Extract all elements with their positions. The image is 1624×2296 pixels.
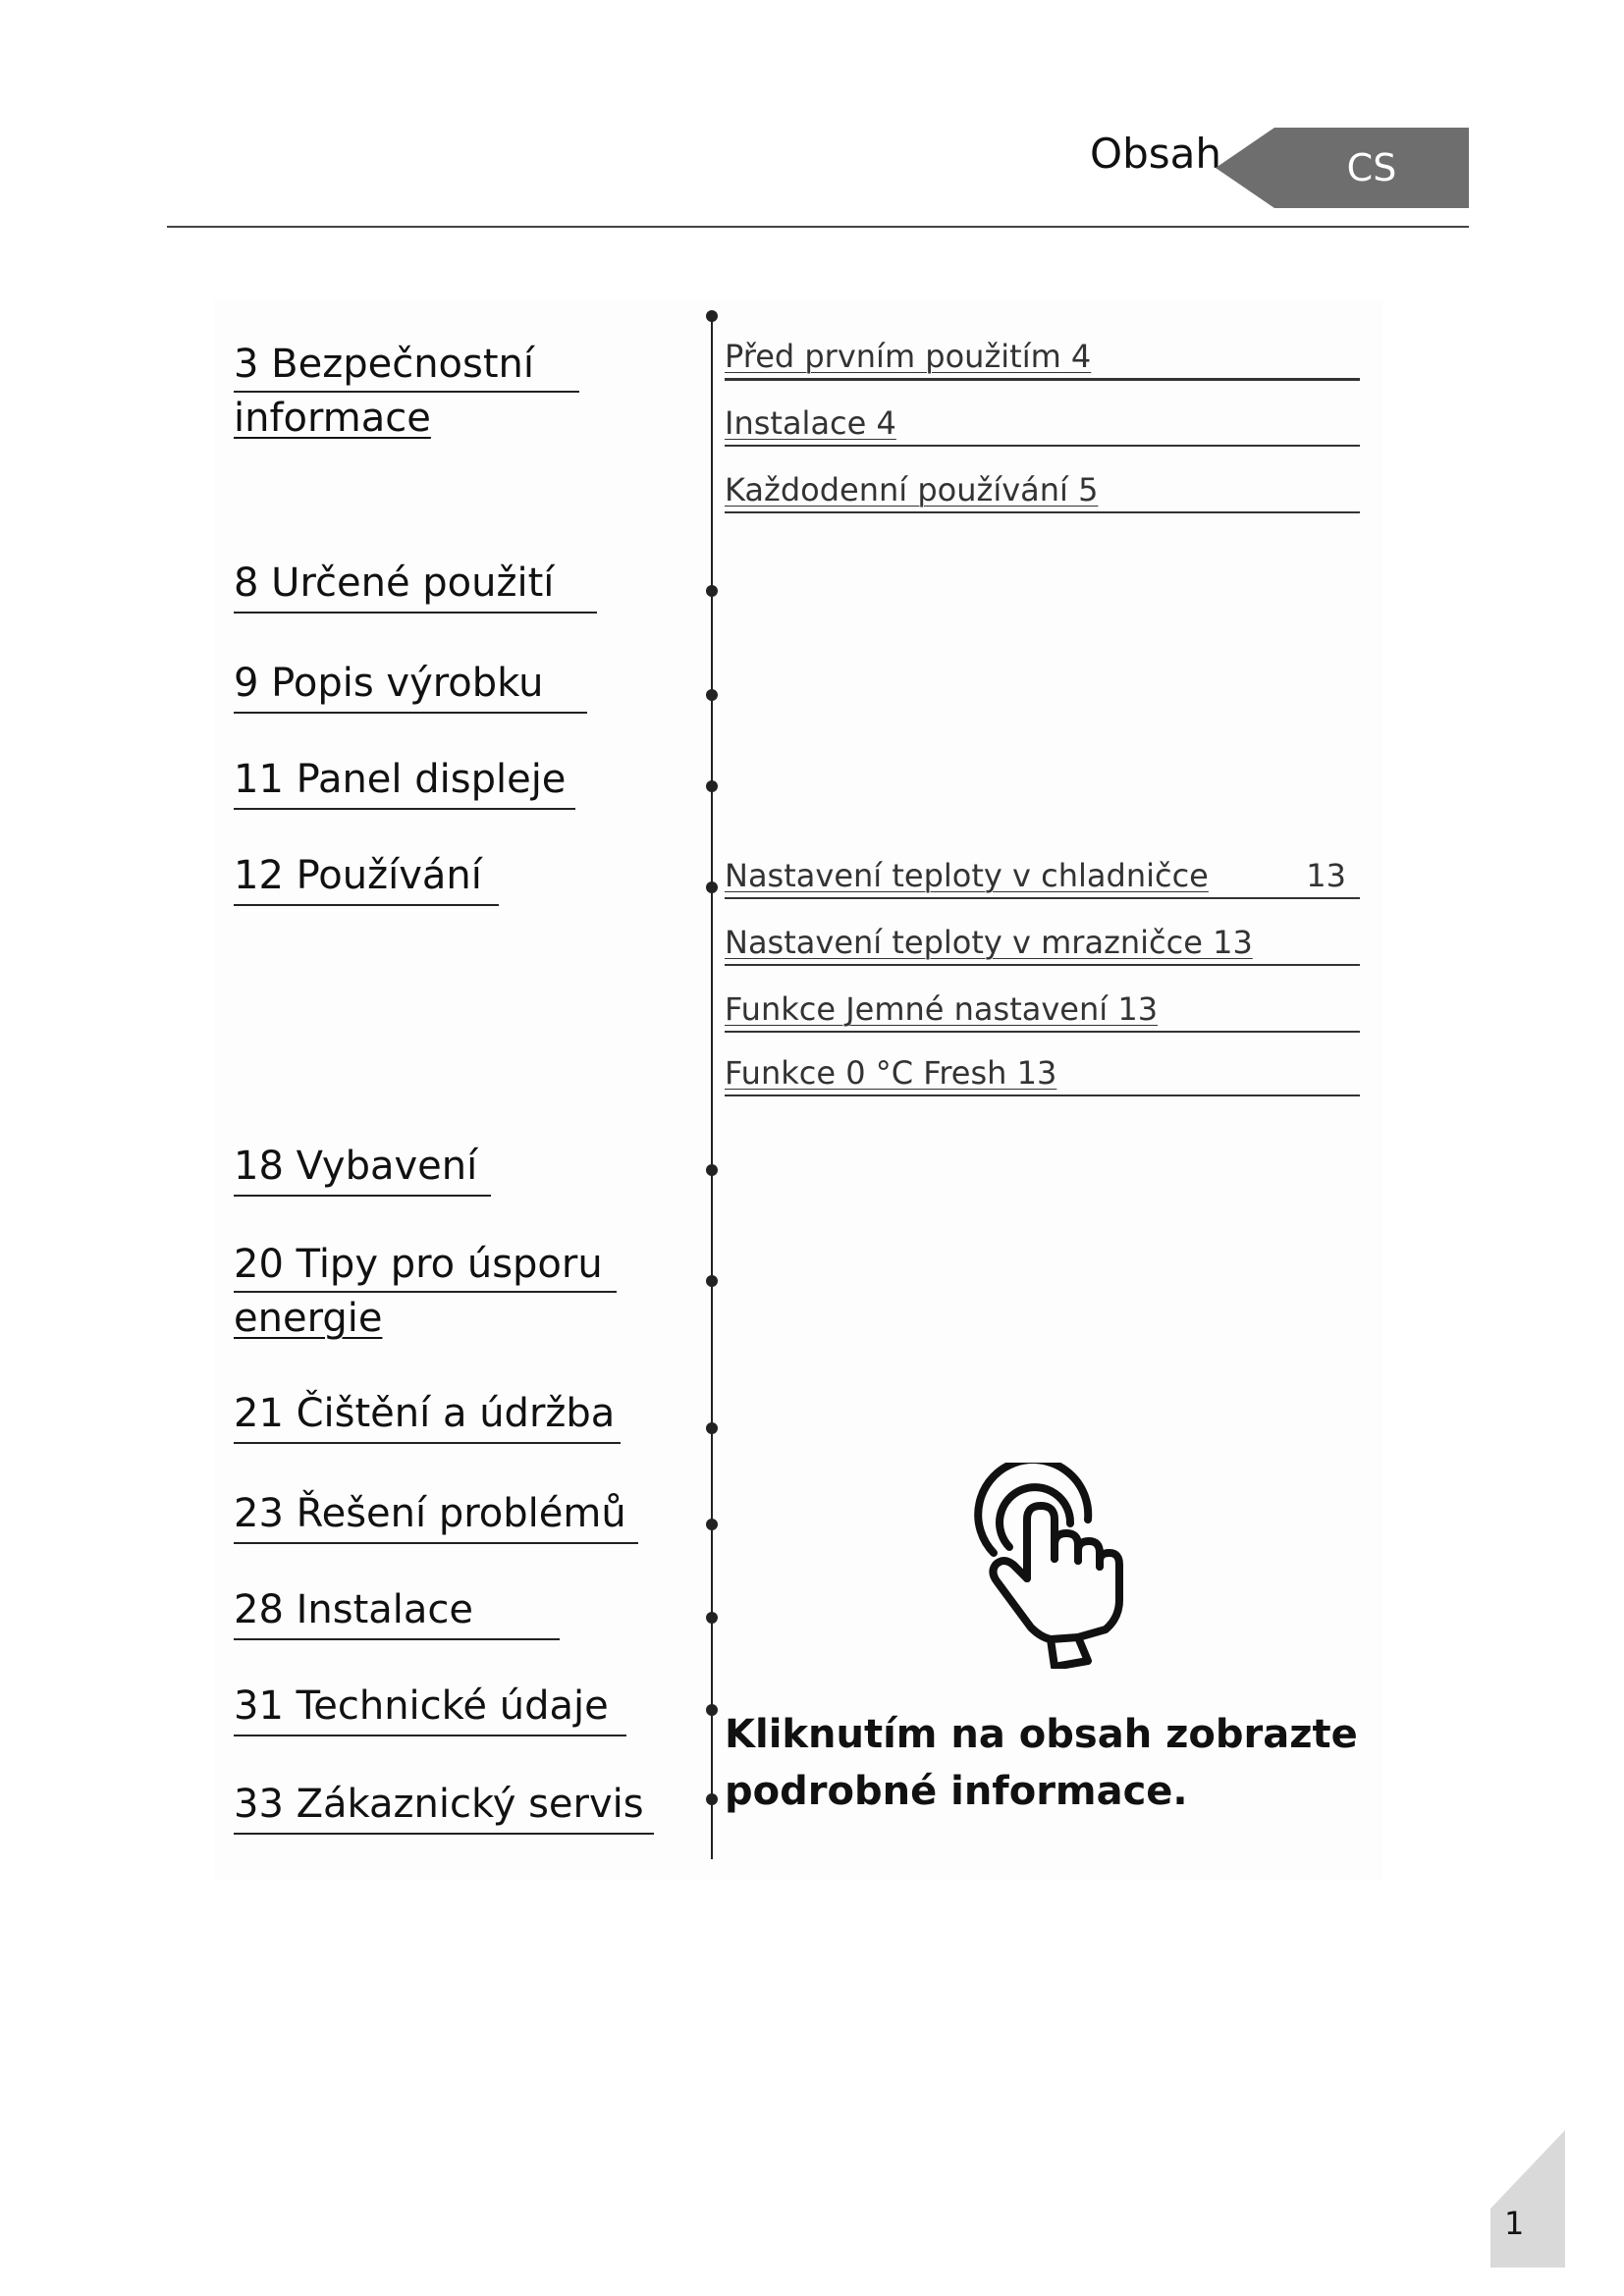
toc-hint: [725, 1706, 1358, 1820]
toc-subitem-page: 13: [1306, 857, 1346, 894]
timeline-dot: [706, 1519, 718, 1530]
language-label: CS: [1346, 146, 1397, 189]
toc-chapter-safety[interactable]: [234, 339, 579, 447]
toc-chapter-energy-tips[interactable]: [234, 1239, 617, 1347]
toc-subitem-label: Instalace 4: [725, 404, 896, 442]
toc-subitem-label: Před prvním použitím 4: [725, 338, 1092, 375]
page-number: 1: [1504, 2205, 1525, 2242]
timeline-dot: [706, 585, 718, 597]
toc-chapter-technical-data[interactable]: 31 Technické údaje: [234, 1681, 626, 1736]
hand-pointer-icon: [970, 1463, 1147, 1673]
page-title: Obsah: [1090, 130, 1221, 178]
timeline-dot: [706, 881, 718, 893]
toc-hint-line1: Kliknutím na obsah zobrazte: [725, 1712, 1358, 1757]
toc-hint-line2: podrobné informace.: [725, 1769, 1188, 1814]
toc-subitem-fridge-temp[interactable]: [725, 854, 1360, 899]
toc-chapter-display-panel[interactable]: 11 Panel displeje: [234, 754, 575, 810]
toc-chapter-label-cont: informace: [234, 396, 431, 441]
page-corner: [1490, 2130, 1565, 2271]
toc-subitem-fresh-zero[interactable]: [725, 1051, 1360, 1096]
timeline-dot: [706, 1275, 718, 1287]
toc-chapter-cleaning[interactable]: 21 Čištění a údržba: [234, 1388, 621, 1444]
toc-chapter-troubleshooting[interactable]: 23 Řešení problémů: [234, 1488, 638, 1544]
timeline-dot: [706, 1704, 718, 1716]
toc-chapter-customer-service[interactable]: 33 Zákaznický servis: [234, 1779, 654, 1835]
toc-subitem-installation[interactable]: [725, 401, 1360, 447]
page-corner-triangle-icon: [1490, 2130, 1565, 2268]
toc-subitem-label: Nastavení teploty v chladničce: [725, 857, 1209, 894]
toc-chapter-installation[interactable]: 28 Instalace: [234, 1584, 560, 1640]
toc-chapter-label-cont: energie: [234, 1296, 383, 1341]
toc-chapter-label: 20 Tipy pro úsporu: [234, 1242, 603, 1287]
toc-subitem-label: Funkce 0 °C Fresh 13: [725, 1054, 1057, 1092]
toc-chapter-accessories[interactable]: 18 Vybavení: [234, 1141, 491, 1197]
timeline-dot: [706, 1422, 718, 1434]
timeline-dot: [706, 1164, 718, 1176]
timeline-dot: [706, 780, 718, 792]
toc-chapter-usage[interactable]: 12 Používání: [234, 850, 499, 906]
toc-subitem-label: Každodenní používání 5: [725, 471, 1099, 508]
toc-subitem-daily-use[interactable]: [725, 468, 1360, 513]
timeline-dot: [706, 1612, 718, 1624]
timeline-dot: [706, 689, 718, 701]
language-tab: [1216, 128, 1469, 208]
toc-subitem-before-first-use[interactable]: [725, 335, 1360, 381]
timeline-dot: [706, 310, 718, 322]
toc-subitem-fine-tuning[interactable]: [725, 988, 1360, 1033]
timeline-dot: [706, 1793, 718, 1805]
toc-subitem-label: Nastavení teploty v mrazničce 13: [725, 924, 1253, 961]
toc-timeline: [711, 316, 713, 1859]
header-divider: [167, 226, 1469, 228]
toc-chapter-product-description[interactable]: 9 Popis výrobku: [234, 658, 587, 714]
toc-subitem-label: Funkce Jemné nastavení 13: [725, 990, 1159, 1028]
toc-chapter-label: 3 Bezpečnostní: [234, 342, 535, 387]
toc-subitem-freezer-temp[interactable]: [725, 921, 1360, 966]
toc-chapter-intended-use[interactable]: 8 Určené použití: [234, 558, 597, 614]
